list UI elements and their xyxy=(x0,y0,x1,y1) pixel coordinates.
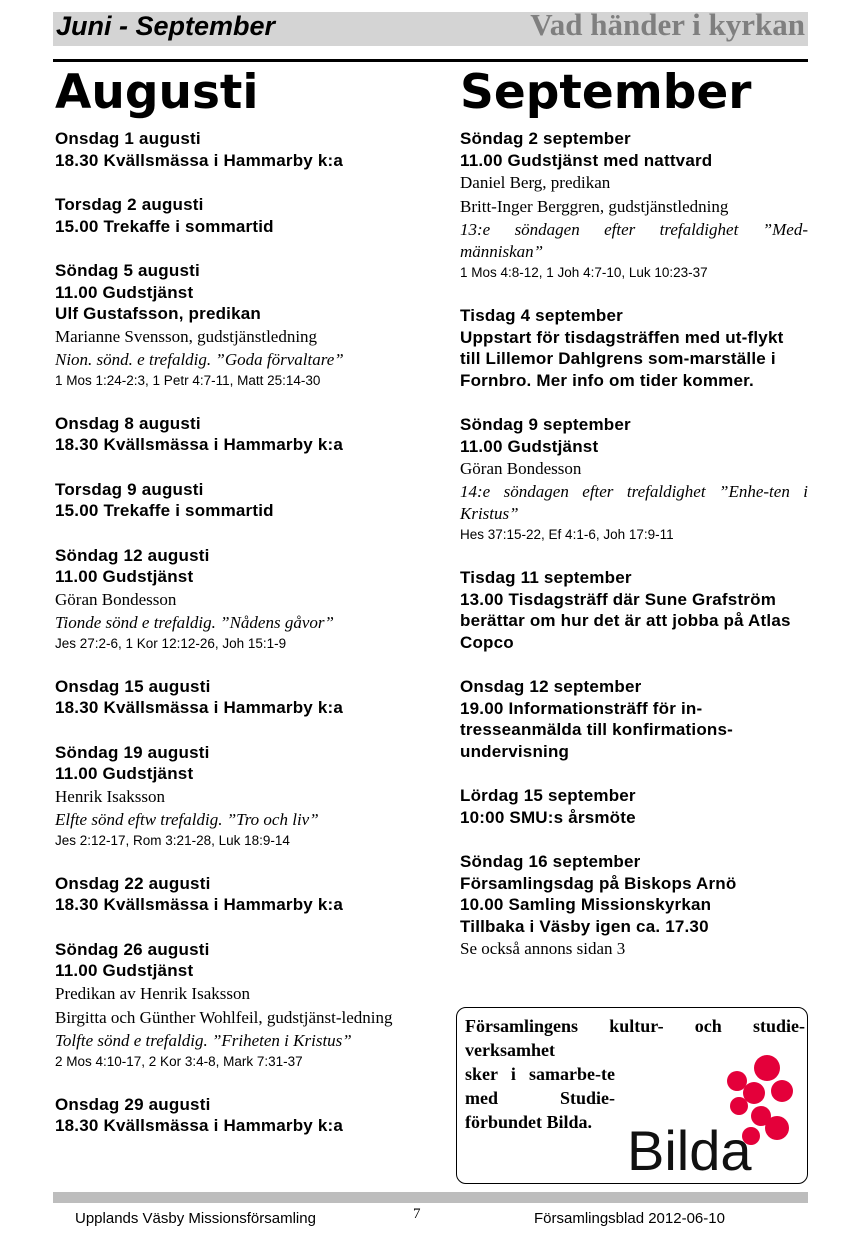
footer-organization: Upplands Väsby Missionsförsamling xyxy=(75,1210,316,1227)
event-theme: 14:e söndagen efter trefaldighet ”Enhe-ten i Kristus” xyxy=(460,482,808,523)
footer-page-number: 7 xyxy=(413,1206,421,1222)
event-person: Marianne Svensson, gudstjänstledning xyxy=(55,326,318,346)
event-date: Söndag 19 augusti xyxy=(55,742,210,762)
event-bible-refs: 1 Mos 4:8-12, 1 Joh 4:7-10, Luk 10:23-37 xyxy=(460,265,708,280)
event xyxy=(55,676,410,719)
event-date: Söndag 5 augusti xyxy=(55,261,200,280)
month-title-september: September xyxy=(460,65,752,120)
september-events xyxy=(460,128,808,961)
event-date: Tisdag 11 september xyxy=(460,568,632,587)
event-person: Se också annons sidan 3 xyxy=(460,939,626,958)
event-bible-refs: Hes 37:15-22, Ef 4:1-6, Joh 17:9-11 xyxy=(460,527,674,542)
bilda-info-rest: sker i samarbe-te med Studie-förbundet Bilda. xyxy=(465,1064,615,1132)
event-detail: 18.30 Kvällsmässa i Hammarby k:a xyxy=(55,435,344,454)
event-date: Söndag 12 augusti xyxy=(55,545,210,565)
event xyxy=(55,1094,410,1137)
event-person: Göran Bondesson xyxy=(55,589,177,609)
event-person: Birgitta och Günther Wohlfeil, gudstjänst-ledning xyxy=(55,1007,393,1027)
event-theme: Elfte sönd eftw trefaldig. ”Tro och liv” xyxy=(55,809,319,829)
event-detail: 18.30 Kvällsmässa i Hammarby k:a xyxy=(55,698,344,717)
bilda-info-line1: Församlingens kultur- och studie- xyxy=(465,1016,805,1036)
event xyxy=(460,305,808,391)
event-bible-refs: 2 Mos 4:10-17, 2 Kor 3:4-8, Mark 7:31-37 xyxy=(55,1053,303,1069)
event xyxy=(55,479,410,522)
event-detail: 18.30 Kvällsmässa i Hammarby k:a xyxy=(55,1116,344,1135)
event xyxy=(55,128,410,171)
event-date: Tisdag 4 september xyxy=(460,306,623,325)
event xyxy=(460,785,808,828)
event-person: Predikan av Henrik Isaksson xyxy=(55,983,250,1003)
bilda-logo xyxy=(627,1048,802,1178)
event xyxy=(460,414,808,544)
event-person: Daniel Berg, predikan xyxy=(460,173,611,192)
event xyxy=(55,545,410,653)
event xyxy=(55,939,410,1071)
footer-issue: Församlingsblad 2012-06-10 xyxy=(534,1210,725,1227)
event-detail: Uppstart för tisdagsträffen med ut-flykt till Lillemor Dahlgrens som-marställe i Fornbro. Mer info om tider kommer. xyxy=(460,327,784,390)
event xyxy=(460,567,808,653)
august-column xyxy=(55,64,410,1160)
event xyxy=(55,194,410,237)
event-date: Lördag 15 september xyxy=(460,786,636,805)
event-detail: 11.00 Gudstjänst med nattvard xyxy=(460,150,713,170)
event-date: Söndag 26 augusti xyxy=(55,939,210,959)
event-detail: Tillbaka i Väsby igen ca. 17.30 xyxy=(460,916,709,936)
event xyxy=(55,873,410,916)
event xyxy=(460,128,808,282)
event-date: Onsdag 29 augusti xyxy=(55,1094,211,1114)
event-date: Onsdag 8 augusti xyxy=(55,413,201,433)
september-column xyxy=(460,64,808,984)
event-theme: Tionde sönd e trefaldig. ”Nådens gåvor” xyxy=(55,612,334,632)
event-detail: 15.00 Trekaffe i sommartid xyxy=(55,501,274,520)
event xyxy=(55,413,410,456)
event-detail: Församlingsdag på Biskops Arnö xyxy=(460,873,737,893)
event-detail: 18.30 Kvällsmässa i Hammarby k:a xyxy=(55,895,344,914)
event-detail: 18.30 Kvällsmässa i Hammarby k:a xyxy=(55,150,344,170)
event-detail: 10:00 SMU:s årsmöte xyxy=(460,807,636,827)
footer-bar xyxy=(53,1192,808,1203)
event-detail: 11.00 Gudstjänst xyxy=(460,436,599,456)
event xyxy=(55,260,410,390)
event-date: Söndag 9 september xyxy=(460,415,631,434)
event-detail: 19.00 Informationsträff för in-tresseanmälda till konfirmations-undervisning xyxy=(460,698,734,761)
event-person: Britt-Inger Berggren, gudstjänstledning xyxy=(460,197,729,216)
event-date: Söndag 16 september xyxy=(460,852,641,871)
event-theme: 13:e söndagen efter trefaldighet ”Med-människan” xyxy=(460,220,808,261)
event-date: Onsdag 15 augusti xyxy=(55,676,211,696)
event-detail: 15.00 Trekaffe i sommartid xyxy=(55,216,274,236)
event-detail: 10.00 Samling Missionskyrkan xyxy=(460,895,712,914)
event-date: Söndag 2 september xyxy=(460,129,631,148)
event-theme: Tolfte sönd e trefaldig. ”Friheten i Kristus” xyxy=(55,1030,352,1050)
event-detail: 11.00 Gudstjänst xyxy=(55,282,194,302)
header-section-title: Vad händer i kyrkan xyxy=(530,7,805,42)
bilda-info-line2: verksamhet xyxy=(465,1040,555,1060)
event-detail: 11.00 Gudstjänst xyxy=(55,764,194,783)
event-date: Torsdag 2 augusti xyxy=(55,195,204,214)
event-person: Henrik Isaksson xyxy=(55,786,166,806)
event-detail: 11.00 Gudstjänst xyxy=(55,961,194,980)
event-detail: 11.00 Gudstjänst xyxy=(55,567,194,586)
event-person: Göran Bondesson xyxy=(460,459,582,478)
header-period: Juni - September xyxy=(56,11,276,41)
august-events xyxy=(55,128,410,1137)
bilda-logo-text: Bilda xyxy=(627,1119,752,1178)
event xyxy=(55,742,410,850)
event-theme: Nion. sönd. e trefaldig. ”Goda förvaltare” xyxy=(55,349,344,369)
event-bible-refs: 1 Mos 1:24-2:3, 1 Petr 4:7-11, Matt 25:14-30 xyxy=(55,372,321,388)
month-title-august: Augusti xyxy=(55,65,259,120)
event-date: Onsdag 1 augusti xyxy=(55,129,201,148)
event-detail: 13.00 Tisdagsträff där Sune Grafström berättar om hur det är att jobba på Atlas Copco xyxy=(460,589,791,652)
header-rule xyxy=(53,59,808,62)
event-date: Onsdag 22 augusti xyxy=(55,873,211,893)
event xyxy=(460,851,808,961)
bilda-info-box xyxy=(456,1007,808,1184)
event-detail: Ulf Gustafsson, predikan xyxy=(55,304,262,323)
event-date: Onsdag 12 september xyxy=(460,677,642,696)
event xyxy=(460,676,808,762)
event-date: Torsdag 9 augusti xyxy=(55,479,204,499)
event-bible-refs: Jes 2:12-17, Rom 3:21-28, Luk 18:9-14 xyxy=(55,832,290,848)
event-bible-refs: Jes 27:2-6, 1 Kor 12:12-26, Joh 15:1-9 xyxy=(55,635,287,651)
